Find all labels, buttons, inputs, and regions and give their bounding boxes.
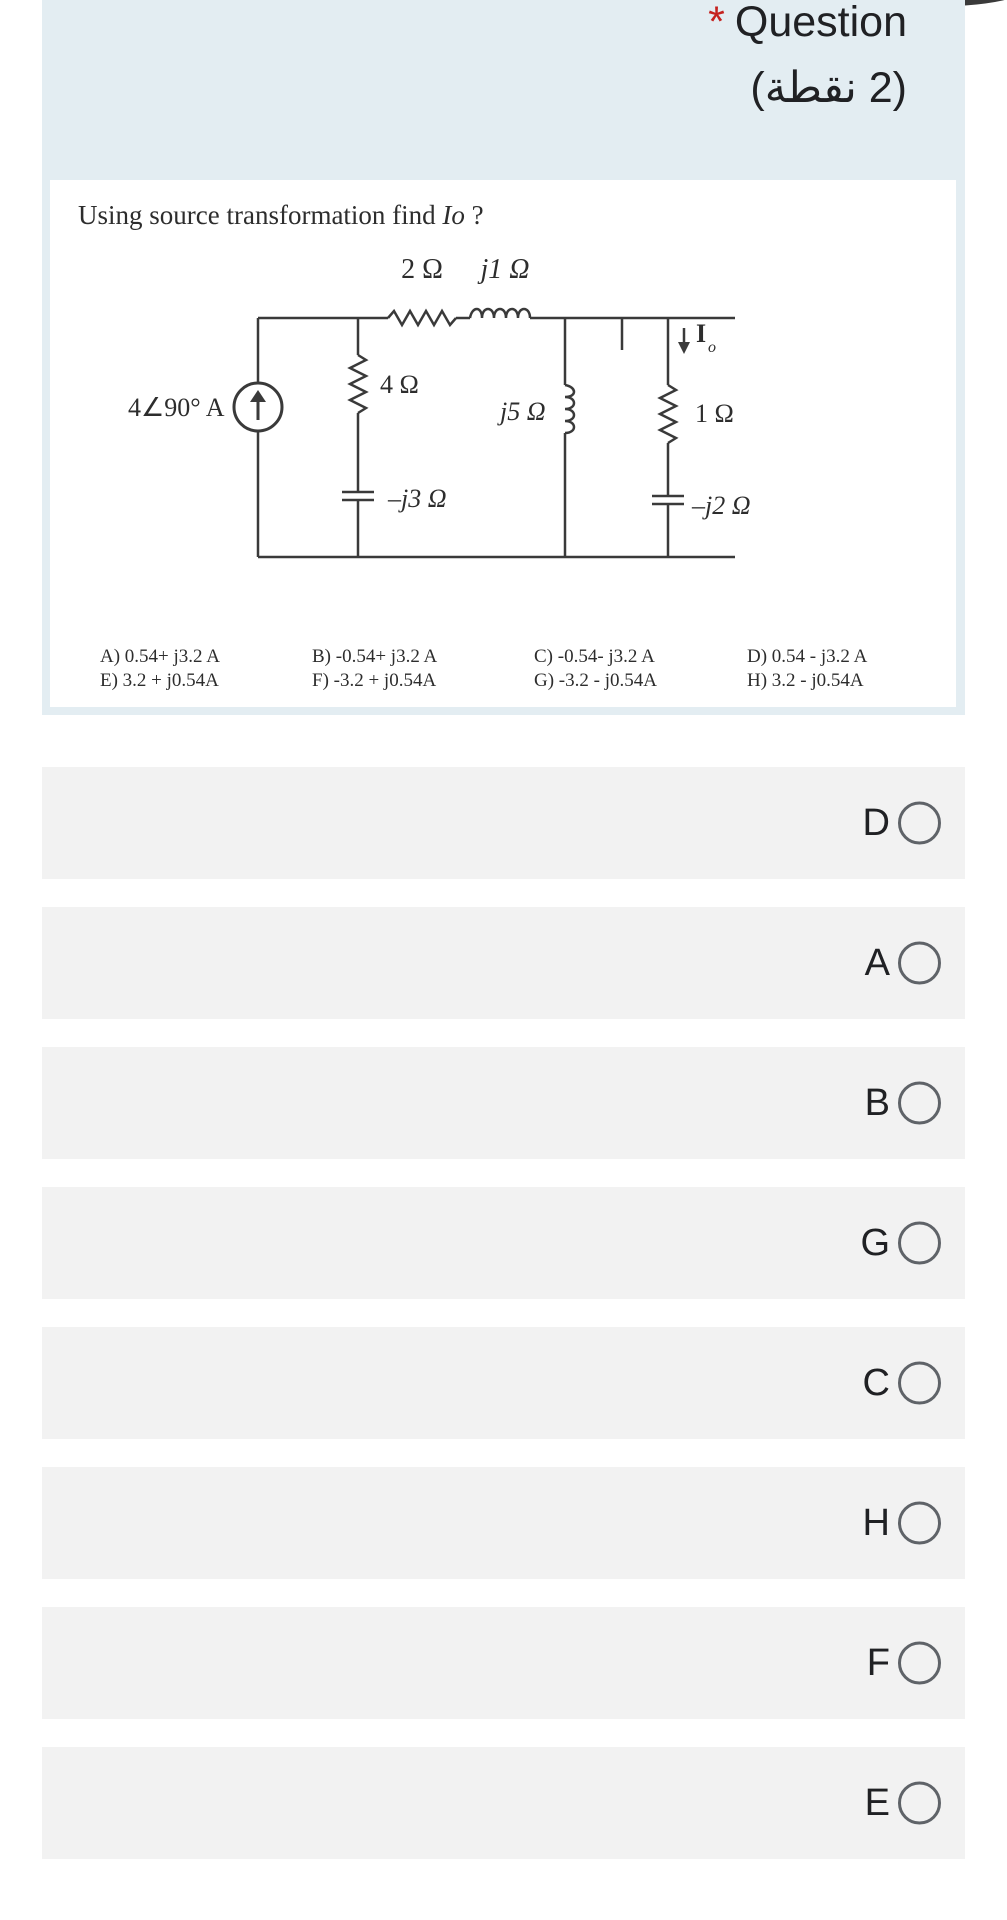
option-c[interactable]	[42, 1327, 965, 1439]
radio-button[interactable]	[898, 802, 941, 845]
question-points: (2 نقطة)	[750, 64, 907, 112]
radio-button[interactable]	[898, 1782, 941, 1825]
option-label: B	[864, 1082, 890, 1124]
label-r-right: 1 Ω	[695, 399, 734, 428]
choice-h-text: H) 3.2 - j0.54A	[747, 670, 864, 691]
option-label: D	[862, 802, 890, 844]
option-g[interactable]	[42, 1187, 965, 1299]
choice-f-text: F) -3.2 + j0.54A	[312, 670, 437, 691]
option-a[interactable]	[42, 907, 965, 1019]
option-h[interactable]	[42, 1467, 965, 1579]
current-io-arrow-head	[678, 342, 690, 354]
label-current-sub: o	[708, 339, 716, 356]
option-d[interactable]	[42, 767, 965, 879]
circuit-diagram	[50, 180, 956, 650]
current-source-arrow-head	[250, 390, 266, 402]
choice-g-text: G) -3.2 - j0.54A	[534, 670, 657, 691]
choice-d-text: D) 0.54 - j3.2 A	[747, 646, 868, 667]
option-label: F	[866, 1642, 890, 1684]
radio-button[interactable]	[898, 1642, 941, 1685]
prompt-text: Using source transformation find	[78, 200, 443, 230]
required-asterisk: *	[708, 0, 725, 46]
question-title-text: Question	[734, 0, 907, 46]
radio-button[interactable]	[898, 942, 941, 985]
radio-button[interactable]	[898, 1362, 941, 1405]
label-r-top: 2 Ω	[401, 254, 443, 285]
prompt-end: ?	[464, 200, 484, 230]
label-c-right: –j2 Ω	[692, 491, 751, 520]
label-current: I	[696, 319, 707, 348]
radio-button[interactable]	[898, 1502, 941, 1545]
question-card	[42, 0, 965, 715]
label-r-left: 4 Ω	[380, 370, 419, 399]
question-header	[708, 0, 907, 118]
label-l-mid: j5 Ω	[500, 397, 546, 426]
option-e[interactable]	[42, 1747, 965, 1859]
resistor-4ohm	[350, 355, 366, 413]
question-title	[708, 0, 907, 44]
label-l-top: j1 Ω	[480, 254, 530, 285]
prompt-variable: Io	[442, 200, 465, 230]
option-label: A	[864, 942, 890, 984]
option-label: H	[862, 1502, 890, 1544]
radio-button[interactable]	[898, 1082, 941, 1125]
inductor-j5	[565, 385, 574, 433]
option-label: E	[864, 1782, 890, 1824]
resistor-1ohm	[660, 385, 676, 443]
option-f[interactable]	[42, 1607, 965, 1719]
option-label: C	[862, 1362, 890, 1404]
choice-c-text: C) -0.54- j3.2 A	[534, 646, 655, 667]
option-label: G	[860, 1222, 890, 1264]
resistor-2ohm	[388, 311, 456, 325]
choice-b-text: B) -0.54+ j3.2 A	[312, 646, 438, 667]
inductor-j1	[470, 309, 530, 318]
question-image	[50, 180, 956, 707]
choice-a-text: A) 0.54+ j3.2 A	[100, 646, 220, 667]
option-b[interactable]	[42, 1047, 965, 1159]
label-c-left: –j3 Ω	[388, 484, 447, 513]
label-source: 4∠90° A	[128, 393, 225, 422]
choice-e-text: E) 3.2 + j0.54A	[100, 670, 219, 691]
radio-button[interactable]	[898, 1222, 941, 1265]
